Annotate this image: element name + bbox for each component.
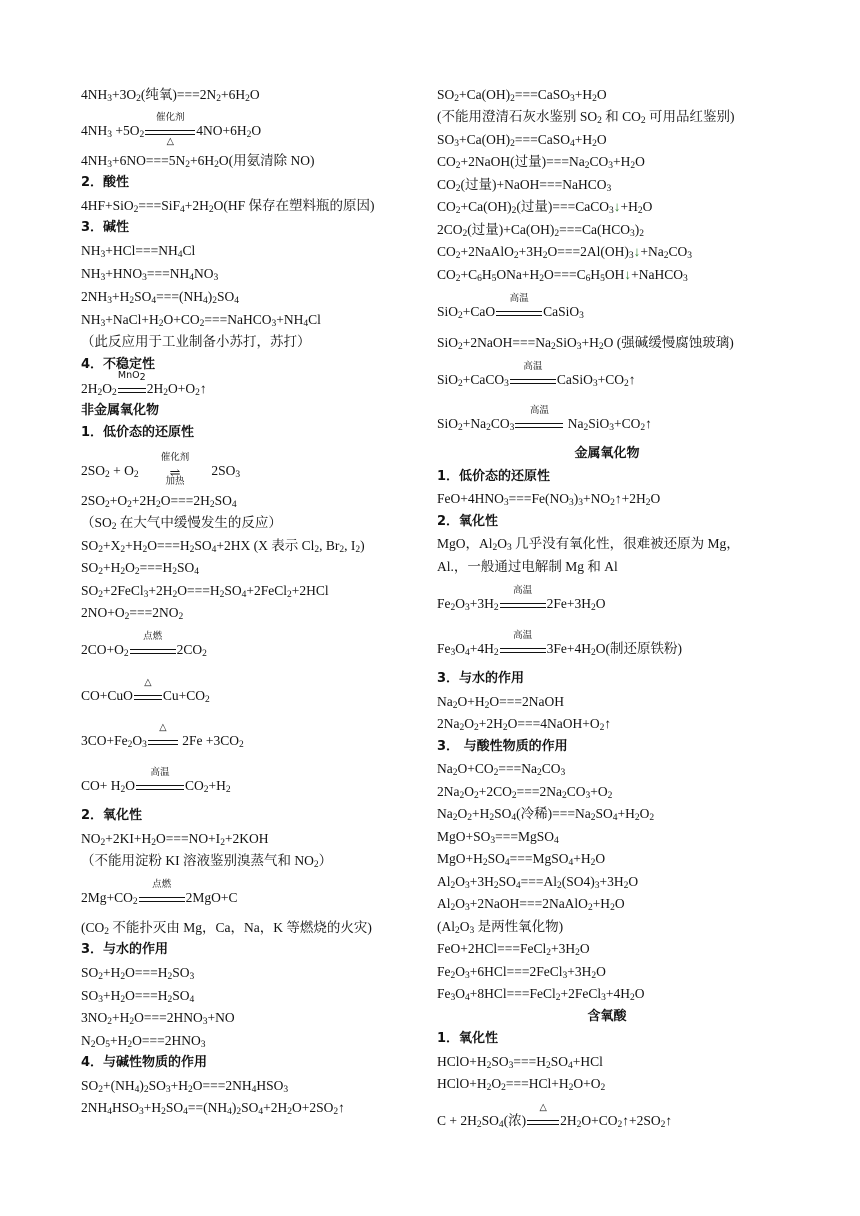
left-equation-line: $2H_2O_2$ MnO$_2$ $2H_2O+O_2↑$ xyxy=(81,369,207,398)
left-section-heading: 3．碱性 xyxy=(81,220,130,235)
right-section-heading: 1．氧化性 xyxy=(437,1031,499,1046)
left-section-heading: 2．酸性 xyxy=(81,175,130,190)
right-equation-line: $C + 2H_2SO_4$(浓) △ $2H_2O+CO_2↑+2SO_2↑$ xyxy=(437,1101,673,1130)
left-equation-line: CO+CuO △ $Cu+CO_2$ xyxy=(81,676,210,705)
left-section-heading: 2．氧化性 xyxy=(81,808,143,823)
left-equation-line: $2CO+O_2$ 点燃 $2CO_2$ xyxy=(81,630,207,659)
left-section-heading: 非金属氧化物 xyxy=(81,403,160,418)
right-equation-line: $Na_2O+H_2O===2NaOH$ xyxy=(437,694,564,711)
right-equation-line: $MgO+H_2SO_4===MgSO_4+H_2O$ xyxy=(437,851,606,868)
left-equation-line: $4NH_3+3O_2$(纯氧)$===2N_2+6H_2O$ xyxy=(81,87,260,104)
right-equation-line: $Al_2O_3+3H_2SO_4===Al_2(SO4)_3+3H_2O$ xyxy=(437,874,639,891)
right-equation-line: $CO_2$(过量)+NaOH===NaHCO$_3$ xyxy=(437,177,612,194)
left-equation-line: ($CO_2$ 不能扑灭由 Mg，Ca，Na，K 等燃烧的火灾) xyxy=(81,920,372,937)
right-equation-line: $CO_2+Ca(OH)_2$(过量)$===CaCO_3↓+H_2O$ xyxy=(437,199,653,216)
left-equation-line: （$SO_2$ 在大气中缓慢发生的反应） xyxy=(81,515,282,532)
left-equation-line: $SO_2+X_2+H_2O===H_2SO_4+2HX$ (X 表示 $Cl_2$, $Br_2$, $I_2$) xyxy=(81,538,365,555)
left-section-heading: 1．低价态的还原性 xyxy=(81,425,195,440)
right-equation-line: $CO_2+2NaAlO_2+3H_2O===2Al(OH)_3↓+Na_2CO_3$ xyxy=(437,244,692,261)
left-equation-line: $2SO_2+O_2+2H_2O===2H_2SO_4$ xyxy=(81,493,237,510)
right-equation-line: ($Al_2O_3$ 是两性氧化物) xyxy=(437,919,564,936)
left-equation-line: $NO_2+2KI+H_2O===NO+I_2+2KOH$ xyxy=(81,831,269,848)
right-section-heading: 3．与水的作用 xyxy=(437,671,525,686)
left-equation-line: $2NH_4HSO_3+H_2SO_4==(NH_4)_2SO_4+2H_2O+2SO_2↑$ xyxy=(81,1100,345,1117)
right-equation-line: $Fe_3O_4+8HCl===FeCl_2+2FeCl_3+4H_2O$ xyxy=(437,986,645,1003)
right-equation-line: $Al_2O_3+2NaOH===2NaAlO_2+H_2O$ xyxy=(437,896,625,913)
right-equation-line: MgO，$Al_2O_3$ 几乎没有氧化性，很难被还原为 Mg， xyxy=(437,536,740,553)
right-equation-line: $SO_2+Ca(OH)_2===CaSO_3+H_2O$ xyxy=(437,87,607,104)
left-equation-line: $SO_2+2FeCl_3+2H_2O===H_2SO_4+2FeCl_2+2HCl$ xyxy=(81,583,329,600)
right-equation-line: $FeO+4HNO_3===Fe(NO_3)_3+NO_2↑+2H_2O$ xyxy=(437,491,661,508)
right-equation-line: $2Na_2O_2+2H_2O===4NaOH+O_2↑$ xyxy=(437,716,612,733)
left-equation-line: $3CO+Fe_2O_3$ △ $2Fe +3CO_2$ xyxy=(81,721,244,750)
left-equation-line: $4HF+SiO_2===SiF_4+2H_2O(HF$ 保存在塑料瓶的原因) xyxy=(81,198,375,215)
left-equation-line: $SO_2+H_2O===H_2SO_3$ xyxy=(81,965,195,982)
right-section-heading: 含氧酸 xyxy=(587,1009,627,1024)
right-section-heading: 1．低价态的还原性 xyxy=(437,469,551,484)
right-equation-line: SiO$_2$+CaO 高温 CaSiO$_3$ xyxy=(437,292,584,321)
right-equation-line: $2Na_2O_2+2CO_2===2Na_2CO_3+O_2$ xyxy=(437,784,613,801)
left-equation-line: $CO+ H_2O$ 高温 $CO_2+H_2$ xyxy=(81,766,231,795)
left-equation-line: $4NH_3 +5O_2$ 催化剂 △ $4NO+6H_2O$ xyxy=(81,111,262,147)
right-equation-line: $SiO_2+Na_2CO_3$ 高温 $Na_2SiO_3+CO_2↑$ xyxy=(437,404,652,433)
right-equation-line: $MgO+SO_3===MgSO_4$ xyxy=(437,829,559,846)
right-section-heading: 2．氧化性 xyxy=(437,514,499,529)
right-equation-line: $Fe_3O_4+4H_2$ 高温 $3Fe+4H_2O$(制还原铁粉) xyxy=(437,629,682,658)
right-equation-line: $Fe_2O_3+3H_2$ 高温 $2Fe+3H_2O$ xyxy=(437,584,606,613)
left-equation-line: （不能用淀粉 KI 溶液鉴别溴蒸气和 $NO_2$） xyxy=(81,853,333,870)
left-equation-line: $SO_2+H_2O_2===H_2SO_4$ xyxy=(81,560,199,577)
left-equation-line: $NH_3+HCl===NH_4Cl$ xyxy=(81,243,196,260)
left-equation-line: $2Mg+CO_2$ 点燃 2MgO+C xyxy=(81,878,238,907)
left-equation-line: $2NH_3+H_2SO_4===(NH_4)_2SO_4$ xyxy=(81,289,239,306)
right-section-heading: 金属氧化物 xyxy=(574,446,640,461)
right-equation-line: $SiO_2+2NaOH===Na_2SiO_3+H_2O$ (强碱缓慢腐蚀玻璃) xyxy=(437,335,734,352)
right-equation-line: $HClO+H_2SO_3===H_2SO_4+HCl$ xyxy=(437,1054,603,1071)
right-equation-line: $2CO_2$(过量)$+Ca(OH)_2===Ca(HCO_3)_2$ xyxy=(437,222,644,239)
right-equation-line: (不能用澄清石灰水鉴别 $SO_2$ 和 $CO_2$ 可用品红鉴别) xyxy=(437,109,735,126)
left-equation-line: $NH_3+NaCl+H_2O+CO_2===NaHCO_3+NH_4Cl$ xyxy=(81,312,321,329)
left-section-heading: 4．不稳定性 xyxy=(81,357,156,372)
left-equation-line: $2NO+O_2===2NO_2$ xyxy=(81,605,184,622)
left-equation-line: $2SO_2 + O_2$ 催化剂 ⇌ 加热 $2SO_3$ xyxy=(81,451,241,487)
left-section-heading: 4．与碱性物质的作用 xyxy=(81,1055,208,1070)
right-equation-line: $HClO+H_2O_2===HCl+H_2O+O_2$ xyxy=(437,1076,606,1093)
left-equation-line: $N_2O_5+H_2O===2HNO_3$ xyxy=(81,1033,206,1050)
left-equation-line: $NH_3+HNO_3===NH_4NO_3$ xyxy=(81,266,219,283)
right-equation-line: $Na_2O+CO_2===Na_2CO_3$ xyxy=(437,761,566,778)
right-equation-line: $Fe_2O_3+6HCl===2FeCl_3+3H_2O$ xyxy=(437,964,606,981)
right-equation-line: $CO_2+C_6H_5ONa+H_2O===C_6H_5OH↓+NaHCO_3$ xyxy=(437,267,688,284)
right-equation-line: $FeO+2HCl===FeCl_2+3H_2O$ xyxy=(437,941,590,958)
right-equation-line: Al.，一般通过电解制 Mg 和 Al xyxy=(437,559,618,574)
right-equation-line: $CO_2+2NaOH$(过量)$===Na_2CO_3+H_2O$ xyxy=(437,154,645,171)
left-equation-line: $4NH_3+6NO===5N_2+6H_2O$(用氨清除 NO) xyxy=(81,153,315,170)
right-equation-line: SiO$_2$+CaCO$_3$ 高温 $CaSiO_3+CO_2↑$ xyxy=(437,360,636,389)
left-equation-line: $SO_2+(NH_4)_2SO_3+H_2O===2NH_4HSO_3$ xyxy=(81,1078,289,1095)
right-section-heading: 3． 与酸性物质的作用 xyxy=(437,739,568,754)
left-equation-line: $SO_3+H_2O===H_2SO_4$ xyxy=(81,988,195,1005)
left-equation-line: $3NO_2+H_2O===2HNO_3+NO$ xyxy=(81,1010,235,1027)
right-equation-line: $Na_2O_2+H_2SO_4$(冷稀)$===Na_2SO_4+H_2O_2$ xyxy=(437,806,655,823)
left-equation-line: （此反应用于工业制备小苏打，苏打） xyxy=(81,334,311,349)
right-equation-line: $SO_3+Ca(OH)_2===CaSO_4+H_2O$ xyxy=(437,132,607,149)
left-section-heading: 3．与水的作用 xyxy=(81,942,169,957)
